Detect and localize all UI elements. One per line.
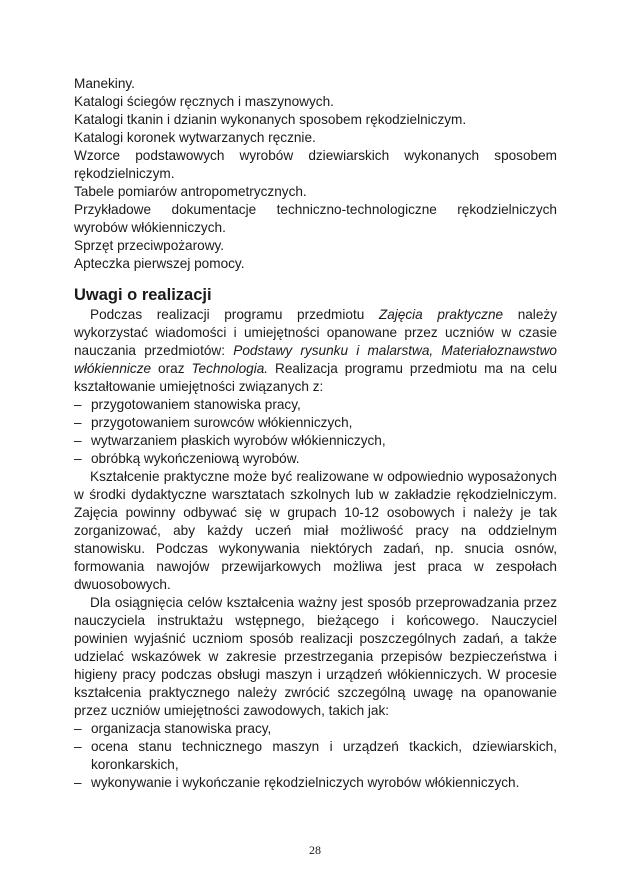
para-text: Realizacja programu przedmiotu ma na celu kształtowanie umiejętności związanych z: (74, 361, 557, 394)
subject-name: Zajęcia praktyczne (378, 307, 504, 322)
paragraph-intro (74, 306, 557, 396)
focus-list (74, 720, 557, 792)
section-heading: Uwagi o realizacji (74, 286, 212, 304)
list-item: – przygotowaniem surowców włókienniczych, (74, 414, 557, 432)
list-item: – wykonywanie i wykończanie rękodzielniczych wyrobów włókienniczych. (74, 774, 557, 792)
list-item: – ocena stanu technicznego maszyn i urządzeń tkackich, dziewiarskich, koronkarskich, (74, 738, 557, 774)
page-number: 28 (309, 843, 321, 857)
page-content (74, 75, 557, 792)
list-item: Katalogi ściegów ręcznych i maszynowych. (74, 94, 334, 109)
para-text: należy wykorzystać wiadomości i umiejętności opanowane przez uczniów w czasie nauczania przedmiotów: (74, 307, 557, 358)
skills-list (74, 396, 557, 468)
list-item: – wytwarzaniem płaskich wyrobów włókienniczych, (74, 432, 557, 450)
subject-names: Podstawy rysunku i malarstwa, Materiałoznawstwo włókiennicze (74, 343, 557, 376)
list-item: Katalogi tkanin i dzianin wykonanych sposobem rękodzielniczym. (74, 112, 467, 127)
list-item: Katalogi koronek wytwarzanych ręcznie. (74, 130, 316, 145)
para-text: Podczas realizacji programu przedmiotu (90, 307, 379, 322)
list-item: Sprzęt przeciwpożarowy. (74, 238, 225, 253)
subject-name: Technologia. (191, 361, 269, 376)
list-item: Apteczka pierwszej pomocy. (74, 256, 245, 271)
para-text: oraz (151, 361, 192, 376)
list-item: Przykładowe dokumentacje techniczno-technologiczne rękodzielniczych wyrobów włókienniczych. (74, 202, 557, 235)
list-item: Wzorce podstawowych wyrobów dziewiarskich wykonanych sposobem rękodzielniczym. (74, 148, 557, 181)
paragraph-instruction: Dla osiągnięcia celów kształcenia ważny jest sposób przeprowadzania przez nauczyciela instruktażu wstępnego, bieżącego i końcowego. Nauczyciel powinien wyjaśnić uczniom sposób realizacji poszczególnych zadań, a także udzielać wskazówek w zakresie przestrzegania przepisów bezpieczeństwa i higieny pracy podczas obsługi maszyn i urządzeń włókienniczych. W procesie kształcenia praktycznego należy zwrócić szczególną uwagę na opanowanie przez uczniów umiejętności zawodowych, takich jak: (74, 595, 557, 718)
list-item: – organizacja stanowiska pracy, (74, 720, 557, 738)
list-item: – obróbką wykończeniową wyrobów. (74, 450, 557, 468)
paragraph-organization: Kształcenie praktyczne może być realizowane w odpowiednio wyposażonych w środki dydaktyczne warsztatach szkolnych lub w zakładzie rękodzielniczym. Zajęcia powinny odbywać się w grupach 10-12 osobowych i należy je tak zorganizować, aby każdy uczeń miał możliwość pracy na oddzielnym stanowisku. Podczas wykonywania niektórych zadań, np. snucia osnów, formowania nawojów przewijarkowych możliwa jest praca w zespołach dwuosobowych. (74, 469, 557, 592)
list-item: – przygotowaniem stanowiska pracy, (74, 396, 557, 414)
equipment-list (74, 75, 557, 273)
list-item: Tabele pomiarów antropometrycznych. (74, 184, 307, 199)
list-item: Manekiny. (74, 76, 135, 91)
